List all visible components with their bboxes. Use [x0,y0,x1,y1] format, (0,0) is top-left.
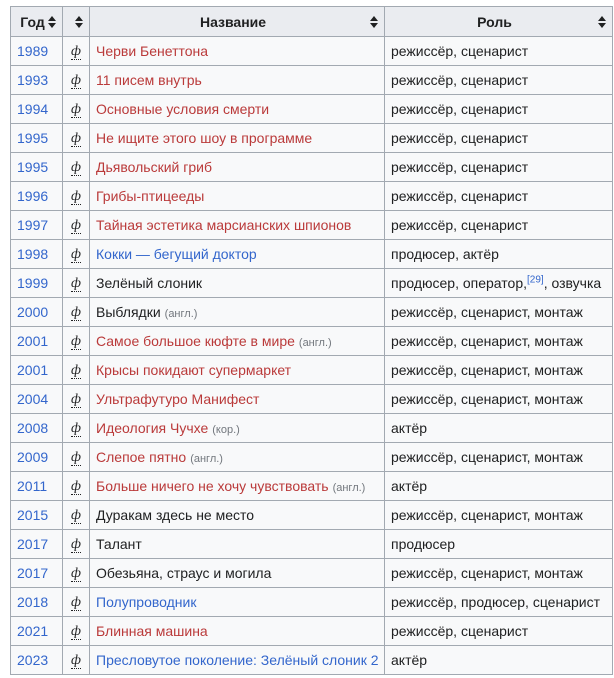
film-abbreviation[interactable]: ф [71,218,81,233]
year-link[interactable]: 2001 [11,327,63,356]
role-cell [385,182,613,211]
role-text: режиссёр, сценарист, монтаж [391,362,583,378]
table-row [11,559,613,588]
role-cell [385,472,613,501]
film-abbreviation[interactable]: ф [71,421,81,436]
role-cell [385,269,613,298]
film-abbreviation[interactable]: ф [71,508,81,523]
role-text: режиссёр, продюсер, сценарист [391,594,601,610]
film-abbreviation[interactable]: ф [71,44,81,59]
role-cell [385,153,613,182]
year-link[interactable]: 1997 [11,211,63,240]
film-abbreviation[interactable]: ф [71,189,81,204]
kind-cell [63,501,90,530]
film-abbreviation[interactable]: ф [71,276,81,291]
role-cell [385,646,613,675]
column-header-role[interactable] [385,7,613,37]
year-link[interactable]: 1995 [11,124,63,153]
film-title-link[interactable]: Кокки — бегущий доктор [96,246,257,262]
kind-cell [63,327,90,356]
kind-cell [63,298,90,327]
role-text: продюсер [391,536,456,552]
role-text: режиссёр, сценарист, монтаж [391,333,583,349]
sort-icon[interactable] [48,16,56,28]
role-cell [385,443,613,472]
table-body [11,37,613,675]
year-link[interactable]: 2021 [11,617,63,646]
table-row [11,37,613,66]
film-title-link[interactable]: Тайная эстетика марсианских шпионов [96,217,352,233]
title-cell [90,501,385,530]
kind-cell [63,182,90,211]
kind-cell [63,443,90,472]
table-row [11,530,613,559]
film-title-link[interactable]: Пресловутое поколение: Зелёный слоник 2 [96,652,379,668]
title-cell [90,530,385,559]
title-cell [90,66,385,95]
filmography-table [10,6,613,675]
title-cell [90,37,385,66]
table-row [11,211,613,240]
film-title-link[interactable]: Самое большое кюфте в мире [96,333,295,349]
film-abbreviation[interactable]: ф [71,479,81,494]
language-note-link[interactable]: (англ.) [332,482,366,494]
kind-cell [63,646,90,675]
role-cell [385,327,613,356]
film-abbreviation[interactable]: ф [71,363,81,378]
role-text: режиссёр, сценарист, монтаж [391,391,583,407]
role-text: режиссёр, сценарист [391,159,529,175]
role-text: режиссёр, сценарист, монтаж [391,507,583,523]
sort-icon[interactable] [598,16,606,28]
year-link[interactable]: 1989 [11,37,63,66]
role-cell [385,414,613,443]
film-title-link[interactable]: Грибы-птицееды [96,188,205,204]
title-cell [90,298,385,327]
film-abbreviation[interactable]: ф [71,595,81,610]
title-cell [90,646,385,675]
table-row [11,356,613,385]
table-row [11,153,613,182]
role-text: режиссёр, сценарист [391,130,529,146]
language-note-link[interactable]: (англ.) [190,453,223,465]
film-title-link[interactable]: Слепое пятно [96,449,187,465]
role-text: режиссёр, сценарист [391,623,529,639]
kind-cell [63,95,90,124]
role-cell [385,559,613,588]
kind-cell [63,37,90,66]
film-abbreviation[interactable]: ф [71,305,81,320]
kind-cell [63,269,90,298]
role-text: режиссёр, сценарист [391,43,529,59]
table-row [11,385,613,414]
column-header-title-label: Название [199,13,267,30]
title-cell [90,211,385,240]
reference-link[interactable]: [29] [527,274,544,286]
role-cell [385,211,613,240]
film-title-link[interactable]: Дьявольский гриб [96,159,212,175]
kind-cell [63,617,90,646]
column-header-year-label: Год [20,13,45,30]
film-title-link[interactable]: Полупроводник [96,594,197,610]
film-abbreviation[interactable]: ф [71,537,81,552]
role-text: режиссёр, сценарист, монтаж [391,449,583,465]
role-text: режиссёр, сценарист [391,188,529,204]
film-abbreviation[interactable]: ф [71,334,81,349]
year-link[interactable]: 1999 [11,269,63,298]
table-row [11,66,613,95]
film-title-link[interactable]: Зелёный слоник [96,275,203,291]
film-abbreviation[interactable]: ф [71,247,81,262]
title-cell [90,414,385,443]
year-link[interactable]: 2017 [11,530,63,559]
year-link[interactable]: 2023 [11,646,63,675]
kind-cell [63,385,90,414]
year-link[interactable]: 1995 [11,153,63,182]
year-link[interactable]: 1994 [11,95,63,124]
table-row [11,443,613,472]
year-link[interactable]: 2000 [11,298,63,327]
filmography-table-wrapper [10,6,612,675]
table-row [11,298,613,327]
role-text: актёр [391,478,428,494]
table-row [11,327,613,356]
film-title-link[interactable]: Больше ничего не хочу чувствовать [96,478,329,494]
role-cell [385,356,613,385]
role-cell [385,298,613,327]
film-title-link[interactable]: Обезьяна, страус и могила [96,565,272,581]
role-cell [385,124,613,153]
role-cell [385,240,613,269]
column-header-title[interactable] [90,7,385,37]
role-cell [385,95,613,124]
role-text-tail: , озвучка [543,275,602,291]
column-header-kind[interactable] [63,7,90,37]
table-row [11,501,613,530]
year-link[interactable]: 2011 [11,472,63,501]
film-title-link[interactable]: Крысы покидают супермаркет [96,362,292,378]
title-cell [90,269,385,298]
year-link[interactable]: 1996 [11,182,63,211]
role-text: режиссёр, сценарист, монтаж [391,565,583,581]
column-header-role-label: Роль [477,13,512,30]
role-text: режиссёр, сценарист [391,101,529,117]
table-row [11,646,613,675]
role-cell [385,385,613,414]
film-abbreviation[interactable]: ф [71,131,81,146]
title-cell [90,124,385,153]
title-cell [90,95,385,124]
film-abbreviation[interactable]: ф [71,566,81,581]
sort-icon[interactable] [370,16,378,28]
title-cell [90,472,385,501]
year-link[interactable]: 2008 [11,414,63,443]
year-link[interactable]: 2001 [11,356,63,385]
film-title-link[interactable]: Черви Бенеттона [96,43,209,59]
year-link[interactable]: 2004 [11,385,63,414]
kind-cell [63,211,90,240]
table-header-row [11,7,613,37]
title-cell [90,240,385,269]
table-row [11,182,613,211]
title-cell [90,559,385,588]
film-abbreviation[interactable]: ф [71,102,81,117]
table-row [11,414,613,443]
film-abbreviation[interactable]: ф [71,392,81,407]
title-cell [90,385,385,414]
film-title-link[interactable]: Выблядки [96,304,161,320]
year-link[interactable]: 2018 [11,588,63,617]
year-link[interactable]: 2017 [11,559,63,588]
role-cell [385,617,613,646]
table-row [11,588,613,617]
title-cell [90,153,385,182]
kind-cell [63,66,90,95]
film-abbreviation[interactable]: ф [71,624,81,639]
kind-cell [63,240,90,269]
table-row [11,269,613,298]
kind-cell [63,153,90,182]
table-row [11,472,613,501]
table-row [11,240,613,269]
language-note-link[interactable]: (кор.) [212,424,240,436]
title-cell [90,443,385,472]
column-header-year[interactable] [11,7,63,37]
title-cell [90,617,385,646]
film-title-link[interactable]: Не ищите этого шоу в программе [96,130,313,146]
film-title-link[interactable]: Дуракам здесь не место [96,507,255,523]
role-cell [385,501,613,530]
year-link[interactable]: 2015 [11,501,63,530]
film-title-link[interactable]: Основные условия смерти [96,101,270,117]
kind-cell [63,124,90,153]
sort-icon[interactable] [75,16,83,28]
film-title-link[interactable]: Ультрафутуро Манифест [96,391,260,407]
year-link[interactable]: 1993 [11,66,63,95]
film-abbreviation[interactable]: ф [71,160,81,175]
language-note-link[interactable]: (англ.) [164,308,198,320]
film-abbreviation[interactable]: ф [71,73,81,88]
kind-cell [63,356,90,385]
film-title-link[interactable]: Идеология Чучхе [96,420,209,436]
film-title-link[interactable]: Блинная машина [96,623,208,639]
role-text: режиссёр, сценарист [391,72,529,88]
role-text: актёр [391,420,428,436]
role-text: продюсер, актёр [391,246,499,262]
role-text: продюсер, оператор, [391,275,528,291]
title-cell [90,182,385,211]
kind-cell [63,414,90,443]
film-abbreviation[interactable]: ф [71,450,81,465]
year-link[interactable]: 1998 [11,240,63,269]
role-text: актёр [391,652,428,668]
role-cell [385,530,613,559]
language-note-link[interactable]: (англ.) [298,337,332,349]
title-cell [90,588,385,617]
kind-cell [63,588,90,617]
kind-cell [63,530,90,559]
table-row [11,95,613,124]
table-row [11,124,613,153]
role-text: режиссёр, сценарист [391,217,529,233]
role-text: режиссёр, сценарист, монтаж [391,304,583,320]
role-cell [385,37,613,66]
title-cell [90,327,385,356]
title-cell [90,356,385,385]
role-cell [385,66,613,95]
film-abbreviation[interactable]: ф [71,653,81,668]
film-title-link[interactable]: 11 писем внутрь [96,72,202,88]
year-link[interactable]: 2009 [11,443,63,472]
table-row [11,617,613,646]
film-title-link[interactable]: Талант [96,536,142,552]
role-cell [385,588,613,617]
kind-cell [63,559,90,588]
kind-cell [63,472,90,501]
